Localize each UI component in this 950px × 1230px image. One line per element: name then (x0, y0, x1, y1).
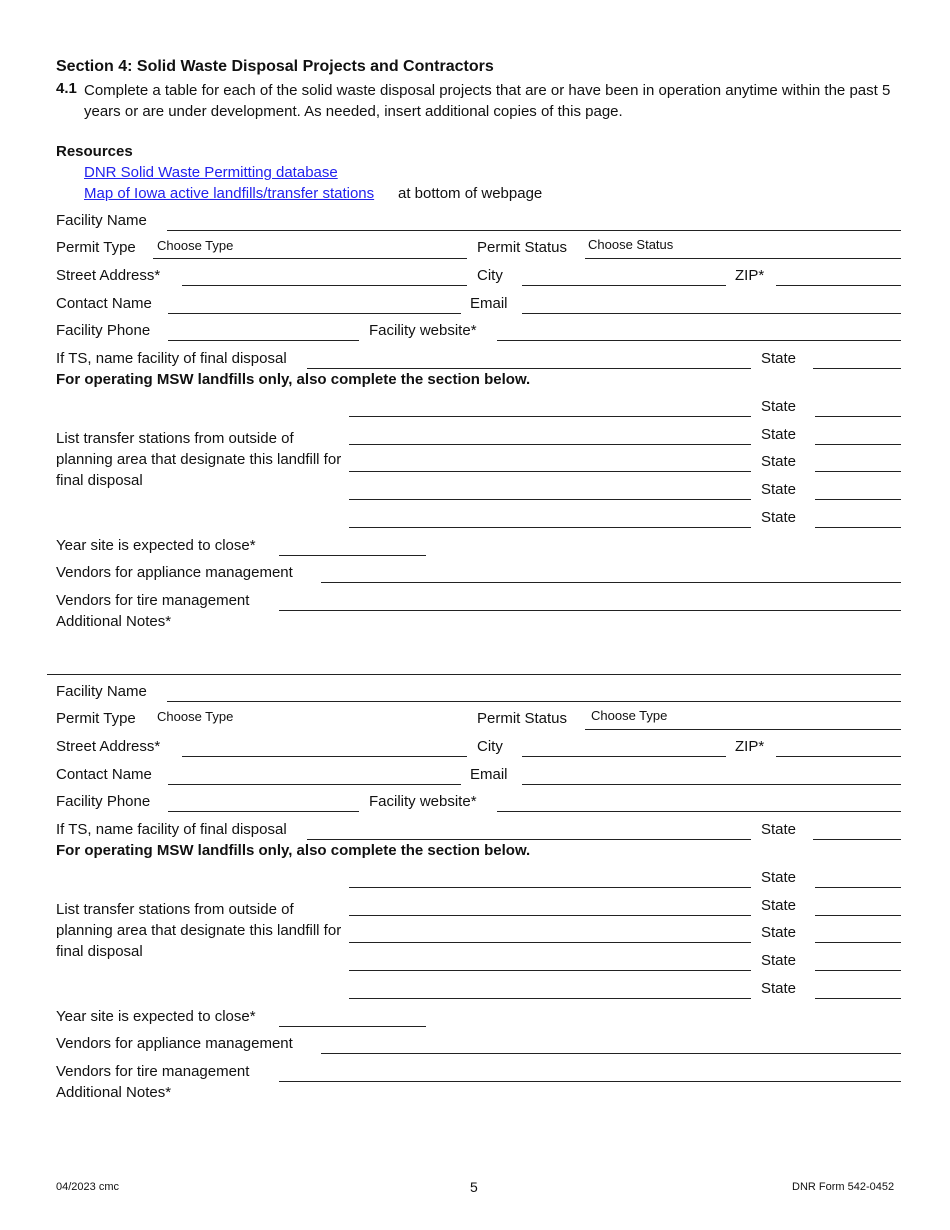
permit-status-underline (585, 729, 901, 730)
transfer-station-field-3[interactable] (349, 942, 751, 943)
transfer-station-field-1[interactable] (349, 416, 751, 417)
city-field[interactable] (522, 285, 726, 286)
transfer-state-label-5: State (761, 509, 797, 526)
city-label: City (477, 738, 503, 755)
street-address-label: Street Address* (56, 267, 161, 284)
facility-phone-field[interactable] (168, 340, 359, 341)
facility-website-field[interactable] (497, 340, 901, 341)
permit-status-underline (585, 258, 901, 259)
section-title: Section 4: Solid Waste Disposal Projects and Contractors (56, 58, 494, 75)
transfer-state-label-4: State (761, 952, 797, 969)
permit-type-dropdown[interactable]: Choose Type (157, 238, 234, 253)
appliance-vendors-label: Vendors for appliance management (56, 1035, 293, 1052)
facility-name-field[interactable] (167, 701, 901, 702)
ts-final-disposal-field[interactable] (307, 368, 751, 369)
iowa-landfills-map-link[interactable]: Map of Iowa active landfills/transfer stations (84, 185, 375, 202)
zip-label: ZIP* (735, 267, 765, 284)
email-field[interactable] (522, 313, 901, 314)
transfer-state-label-5: State (761, 980, 797, 997)
resources-heading: Resources (56, 143, 133, 160)
additional-notes-label: Additional Notes* (56, 613, 172, 630)
permit-type-label: Permit Type (56, 239, 136, 256)
permit-type-underline (153, 258, 467, 259)
transfer-station-field-2[interactable] (349, 915, 751, 916)
year-close-field[interactable] (279, 1026, 426, 1027)
ts-state-field[interactable] (813, 368, 901, 369)
city-label: City (477, 267, 503, 284)
transfer-state-label-1: State (761, 869, 797, 886)
footer-date: 04/2023 cmc (56, 1181, 119, 1193)
year-close-label: Year site is expected to close* (56, 537, 256, 554)
facility-website-field[interactable] (497, 811, 901, 812)
transfer-state-field-2[interactable] (815, 444, 901, 445)
transfer-state-label-4: State (761, 481, 797, 498)
facility-name-label: Facility Name (56, 683, 147, 700)
transfer-state-field-1[interactable] (815, 887, 901, 888)
facility-phone-field[interactable] (168, 811, 359, 812)
transfer-station-field-4[interactable] (349, 970, 751, 971)
street-address-label: Street Address* (56, 738, 161, 755)
msw-landfill-note: For operating MSW landfills only, also complete the section below. (56, 371, 531, 388)
contact-name-field[interactable] (168, 784, 461, 785)
street-address-field[interactable] (182, 756, 467, 757)
facility-block-2 (0, 471, 950, 1101)
permit-status-dropdown[interactable]: Choose Type (591, 708, 668, 723)
email-label: Email (470, 295, 508, 312)
transfer-state-label-2: State (761, 897, 797, 914)
contact-name-label: Contact Name (56, 766, 152, 783)
item-description: Complete a table for each of the solid waste disposal projects that are or have been in operation anytime within the past 5 years or are under development. As needed, insert additional copies of this page. (84, 82, 891, 120)
facility-name-label: Facility Name (56, 212, 147, 229)
ts-final-disposal-label: If TS, name facility of final disposal (56, 350, 287, 367)
ts-final-disposal-label: If TS, name facility of final disposal (56, 821, 287, 838)
transfer-state-label-3: State (761, 924, 797, 941)
transfer-state-field-1[interactable] (815, 416, 901, 417)
transfer-state-field-5[interactable] (815, 998, 901, 999)
ts-final-disposal-field[interactable] (307, 839, 751, 840)
ts-state-label: State (761, 821, 797, 838)
tire-vendors-field[interactable] (279, 1081, 901, 1082)
transfer-station-field-1[interactable] (349, 887, 751, 888)
permit-type-label: Permit Type (56, 710, 136, 727)
permit-status-dropdown[interactable]: Choose Status (588, 237, 674, 252)
transfer-stations-label: List transfer stations from outside of planning area that designate this landfill for final disposal (56, 901, 342, 960)
city-field[interactable] (522, 756, 726, 757)
transfer-station-field-5[interactable] (349, 998, 751, 999)
transfer-state-label-2: State (761, 426, 797, 443)
link-suffix-text: at bottom of webpage (398, 185, 543, 202)
contact-name-label: Contact Name (56, 295, 152, 312)
appliance-vendors-field[interactable] (321, 1053, 901, 1054)
transfer-state-label-3: State (761, 453, 797, 470)
zip-label: ZIP* (735, 738, 765, 755)
street-address-field[interactable] (182, 285, 467, 286)
ts-state-field[interactable] (813, 839, 901, 840)
zip-field[interactable] (776, 756, 901, 757)
facility-phone-label: Facility Phone (56, 793, 151, 810)
transfer-station-field-2[interactable] (349, 444, 751, 445)
permit-type-dropdown[interactable]: Choose Type (157, 709, 234, 724)
transfer-state-field-2[interactable] (815, 915, 901, 916)
tire-vendors-label: Vendors for tire management (56, 592, 250, 609)
facility-phone-label: Facility Phone (56, 322, 151, 339)
page-number: 5 (470, 1179, 478, 1195)
year-close-label: Year site is expected to close* (56, 1008, 256, 1025)
dnr-permitting-link[interactable]: DNR Solid Waste Permitting database (84, 164, 338, 181)
permit-status-label: Permit Status (477, 710, 568, 727)
email-field[interactable] (522, 784, 901, 785)
contact-name-field[interactable] (168, 313, 461, 314)
transfer-state-field-4[interactable] (815, 970, 901, 971)
facility-name-field[interactable] (167, 230, 901, 231)
tire-vendors-label: Vendors for tire management (56, 1063, 250, 1080)
transfer-state-field-3[interactable] (815, 942, 901, 943)
ts-state-label: State (761, 350, 797, 367)
email-label: Email (470, 766, 508, 783)
transfer-stations-label: List transfer stations from outside of planning area that designate this landfill for final disposal (56, 430, 342, 489)
additional-notes-label: Additional Notes* (56, 1084, 172, 1101)
appliance-vendors-label: Vendors for appliance management (56, 564, 293, 581)
facility-website-label: Facility website* (369, 793, 477, 810)
item-number: 4.1 (56, 80, 77, 97)
permit-status-label: Permit Status (477, 239, 568, 256)
msw-landfill-note: For operating MSW landfills only, also complete the section below. (56, 842, 531, 859)
form-number: DNR Form 542-0452 (792, 1181, 895, 1193)
transfer-state-label-1: State (761, 398, 797, 415)
zip-field[interactable] (776, 285, 901, 286)
facility-website-label: Facility website* (369, 322, 477, 339)
